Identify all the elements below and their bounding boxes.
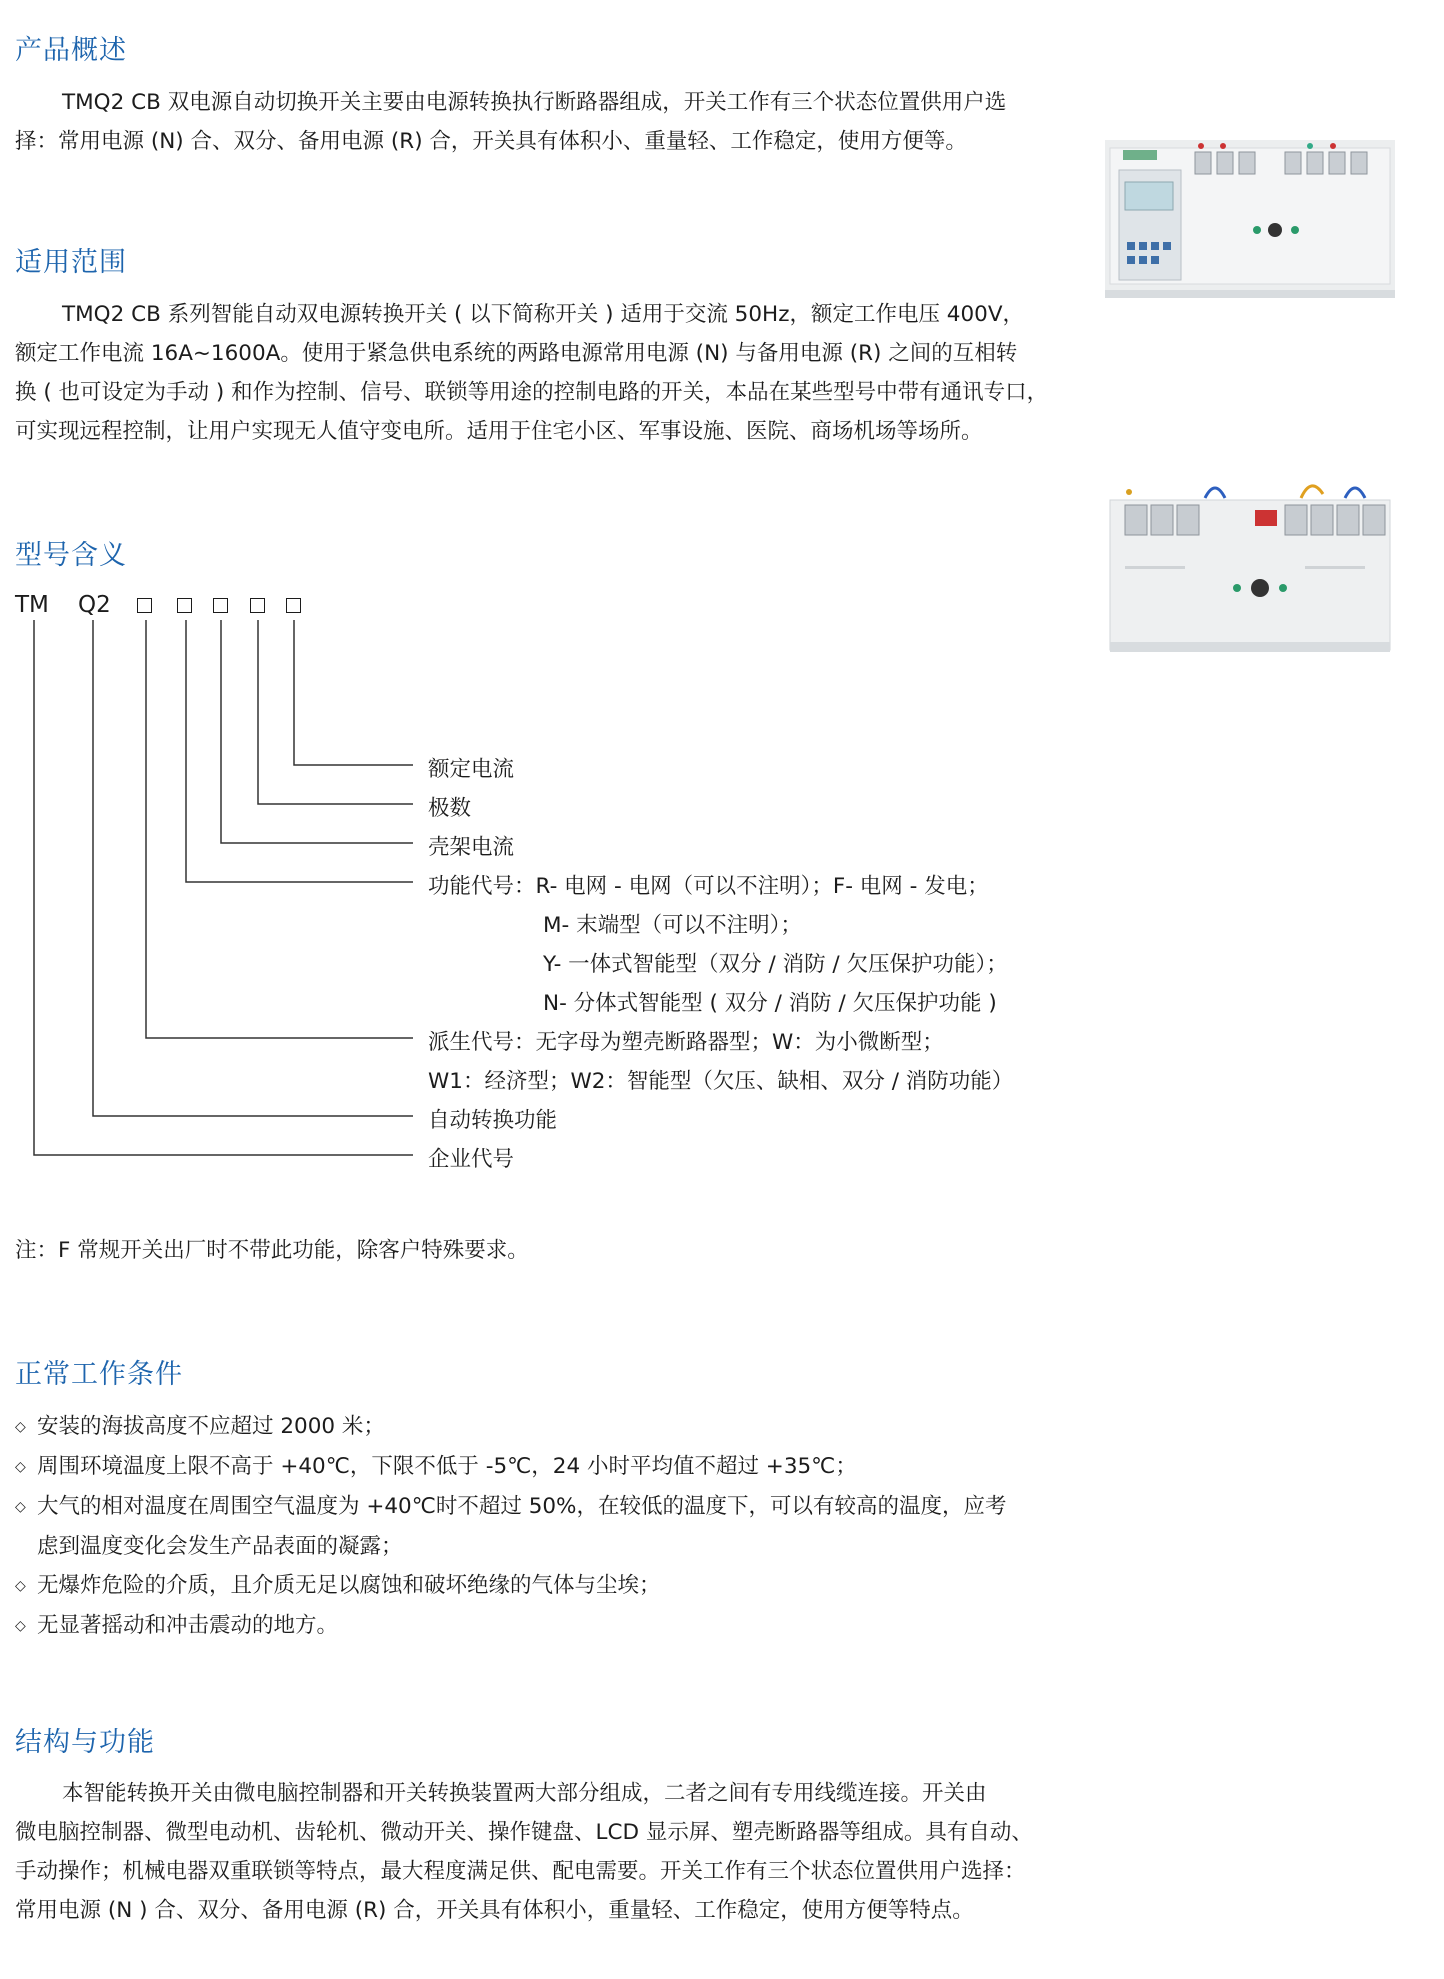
structure-line: 手动操作；机械电器双重联锁等特点，最大程度满足供、配电需要。开关工作有三个状态位置供用户选择： <box>15 1859 1026 1884</box>
model-item-rated-current: 额定电流 <box>428 757 515 782</box>
scope-line: TMQ2 CB 系列智能自动双电源转换开关 ( 以下简称开关 ) 适用于交流 50Hz，额定工作电压 400V， <box>62 302 1025 327</box>
list-item-text: 无显著摇动和冲击震动的地方。 <box>37 1613 339 1638</box>
scope-line: 可实现远程控制，让用户实现无人值守变电所。适用于住宅小区、军事设施、医院、商场机场等场所。 <box>15 419 983 444</box>
model-item-function-y: Y- 一体式智能型（双分 / 消防 / 欠压保护功能）； <box>543 952 1008 977</box>
model-note-line: 注：F 常规开关出厂时不带此功能，除客户特殊要求。 <box>15 1238 529 1263</box>
structure-paragraph <box>15 1774 1045 1930</box>
model-item-derivative-code: 派生代号：无字母为塑壳断路器型；W：为小微断型； <box>428 1030 944 1055</box>
diamond-bullet-icon: ◇ <box>15 1618 26 1634</box>
structure-line: 微电脑控制器、微型电动机、齿轮机、微动开关、操作键盘、LCD 显示屏、塑壳断路器等组成。具有自动、 <box>15 1820 1033 1845</box>
scope-line: 换 ( 也可设定为手动 ) 和作为控制、信号、联锁等用途的控制电路的开关，本品在某些型号中带有通讯专口， <box>15 380 1049 405</box>
model-heading: 型号含义 <box>15 540 127 571</box>
overview-line: 择：常用电源 (N) 合、双分、备用电源 (R) 合，开关具有体积小、重量轻、工作稳定，使用方便等。 <box>15 129 967 154</box>
diamond-bullet-icon: ◇ <box>15 1419 26 1435</box>
list-item-text: 安装的海拔高度不应超过 2000 米； <box>37 1414 385 1439</box>
model-code-q2: Q2 <box>78 592 111 618</box>
list-item-text: 无爆炸危险的介质，且介质无足以腐蚀和破坏绝缘的气体与尘埃； <box>37 1573 661 1598</box>
list-item-continuation <box>15 1527 1006 1566</box>
list-item <box>15 1447 1006 1487</box>
list-item-text: 虑到温度变化会发生产品表面的凝露； <box>37 1534 403 1559</box>
diamond-bullet-icon: ◇ <box>15 1499 26 1515</box>
model-item-company-code: 企业代号 <box>428 1147 515 1172</box>
model-item-derivative-w: W1：经济型；W2：智能型（欠压、缺相、双分 / 消防功能） <box>428 1069 1014 1094</box>
structure-line: 常用电源 (N ) 合、双分、备用电源 (R) 合，开关具有体积小，重量轻、工作稳定，使用方便等特点。 <box>15 1898 974 1923</box>
overview-line: TMQ2 CB 双电源自动切换开关主要由电源转换执行断路器组成，开关工作有三个状态位置供用户选 <box>62 90 1007 115</box>
model-item-poles: 极数 <box>428 796 472 821</box>
structure-line: 本智能转换开关由微电脑控制器和开关转换装置两大部分组成，二者之间有专用线缆连接。开关由 <box>62 1781 987 1806</box>
list-item <box>15 1487 1006 1527</box>
model-code-tm: TM <box>15 592 49 618</box>
model-item-function-n: N- 分体式智能型 ( 双分 / 消防 / 欠压保护功能 ) <box>543 991 997 1016</box>
list-item <box>15 1566 1006 1606</box>
conditions-heading: 正常工作条件 <box>15 1359 183 1390</box>
conditions-list <box>15 1407 1006 1646</box>
list-item-text: 周围环境温度上限不高于 +40℃，下限不低于 -5℃，24 小时平均值不超过 +35℃； <box>37 1454 857 1479</box>
model-item-auto-switch: 自动转换功能 <box>428 1108 558 1133</box>
diamond-bullet-icon: ◇ <box>15 1578 26 1594</box>
model-note <box>15 1231 1045 1270</box>
model-item-frame-current: 壳架电流 <box>428 835 515 860</box>
list-item <box>15 1606 1006 1646</box>
structure-heading: 结构与功能 <box>15 1727 155 1758</box>
scope-line: 额定工作电流 16A~1600A。使用于紧急供电系统的两路电源常用电源 (N) 与备用电源 (R) 之间的互相转 <box>15 341 1018 366</box>
overview-heading: 产品概述 <box>15 35 127 66</box>
model-item-function-code: 功能代号：R- 电网 - 电网（可以不注明）；F- 电网 - 发电； <box>428 874 989 899</box>
model-item-function-m: M- 末端型（可以不注明）； <box>543 913 802 938</box>
scope-heading: 适用范围 <box>15 247 127 278</box>
list-item-text: 大气的相对温度在周围空气温度为 +40℃时不超过 50%，在较低的温度下，可以有较高的温度，应考 <box>37 1494 1007 1519</box>
diamond-bullet-icon: ◇ <box>15 1459 26 1475</box>
list-item <box>15 1407 1006 1447</box>
